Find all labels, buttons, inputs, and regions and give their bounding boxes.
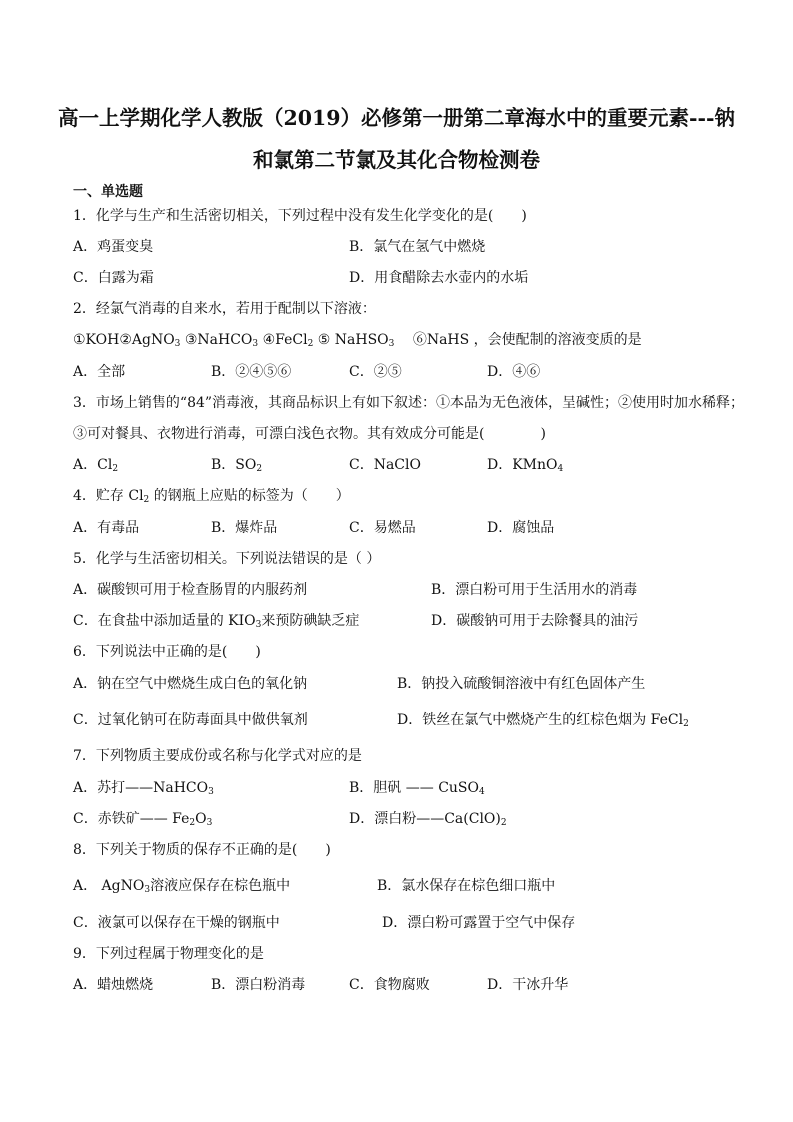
q5-option-a: A．碳酸钡可用于检查肠胃的内服药剂 [73,582,308,598]
document-title-line2: 和氯第二节氯及其化合物检测卷 [253,148,540,172]
section-heading: 一、单选题 [73,184,143,200]
q2-option-a: A．全部 [73,364,126,380]
q5-option-c: C．在食盐中添加适量的 $KIO_3$来预防碘缺乏症 [73,613,360,630]
q4-option-c: C．易燃品 [349,520,416,536]
q6-stem: 6．下列说法中正确的是( ) [73,644,261,660]
q3-stem-line1: 3．市场上销售的“84”消毒液，其商品标识上有如下叙述：①本品为无色液体，呈碱性；②使用时加水稀释； [73,395,745,411]
q1-stem: 1．化学与生产和生活密切相关，下列过程中没有发生化学变化的是( ) [73,208,527,224]
q9-option-a: A．蜡烛燃烧 [73,977,154,993]
q2-solution-list: ①KOH②AgNO$_3$ ③NaHCO$_3$ ④FeCl$_2$ ⑤ NaHSO$_3$ ⑥NaHS ，会使配制的溶液变质的是 [73,332,642,349]
q8-stem: 8．下列关于物质的保存不正确的是( ) [73,842,331,858]
q9-stem: 9．下列过程属于物理变化的是 [73,946,264,962]
q6-option-b: B．钠投入硫酸铜溶液中有红色固体产生 [397,676,646,692]
q4-option-d: D．腐蚀品 [487,520,555,536]
q3-option-c: C．NaClO [349,457,421,473]
q2-option-c: C．②⑤ [349,364,402,380]
q8-option-b: B．氯水保存在棕色细口瓶中 [377,878,556,894]
q1-option-a: A．鸡蛋变臭 [73,239,154,255]
q3-option-a: A．$Cl_2$ [73,457,119,474]
q5-option-b: B．漂白粉可用于生活用水的消毒 [431,582,638,598]
q7-stem: 7．下列物质主要成份或名称与化学式对应的是 [73,748,362,764]
q1-option-c: C．白露为霜 [73,270,154,286]
q8-option-c: C．液氯可以保存在干燥的钢瓶中 [73,915,280,931]
q7-option-d: D．漂白粉$——Ca(ClO)_2$ [349,811,507,828]
q7-option-c: C．赤铁矿—— $Fe_2O_3$ [73,811,213,828]
q4-stem: 4．贮存 $Cl_2$ 的钢瓶上应贴的标签为（ ） [73,488,350,505]
document-title-line1: 高一上学期化学人教版（2019）必修第一册第二章海水中的重要元素---钠 [57,106,736,130]
q7-option-b: B．胆矾 —— CuSO$_4$ [349,780,485,797]
q8-option-a: A． AgNO$_3$溶液应保存在棕色瓶中 [73,878,291,895]
q5-stem: 5．化学与生活密切相关。下列说法错误的是（ ） [73,551,381,567]
q6-option-d: D．铁丝在氯气中燃烧产生的红棕色烟为 FeCl$_2$ [397,712,689,729]
q3-stem-line2: ③可对餐具、衣物进行消毒，可漂白浅色衣物。其有效成分可能是( ) [73,426,546,442]
q1-option-d: D．用食醋除去水壶内的水垢 [349,270,529,286]
q3-option-b: B．$SO_2$ [211,457,263,474]
q7-option-a: A．苏打——NaHCO$_3$ [73,780,214,797]
q5-option-d: D．碳酸钠可用于去除餐具的油污 [431,613,639,629]
q9-option-c: C．食物腐败 [349,977,430,993]
q9-option-b: B．漂白粉消毒 [211,977,306,993]
q2-option-b: B．②④⑤⑥ [211,364,292,380]
q4-option-a: A．有毒品 [73,520,140,536]
q6-option-a: A．钠在空气中燃烧生成白色的氧化钠 [73,676,308,692]
q8-option-d: D．漂白粉可露置于空气中保存 [382,915,576,931]
q4-option-b: B．爆炸品 [211,520,278,536]
q6-option-c: C．过氧化钠可在防毒面具中做供氧剂 [73,712,308,728]
q2-stem: 2．经氯气消毒的自来水，若用于配制以下溶液： [73,301,376,317]
q3-option-d: D．KMnO$_4$ [487,457,564,474]
q9-option-d: D．干冰升华 [487,977,569,993]
q2-option-d: D．④⑥ [487,364,541,380]
q1-option-b: B．氯气在氢气中燃烧 [349,239,486,255]
